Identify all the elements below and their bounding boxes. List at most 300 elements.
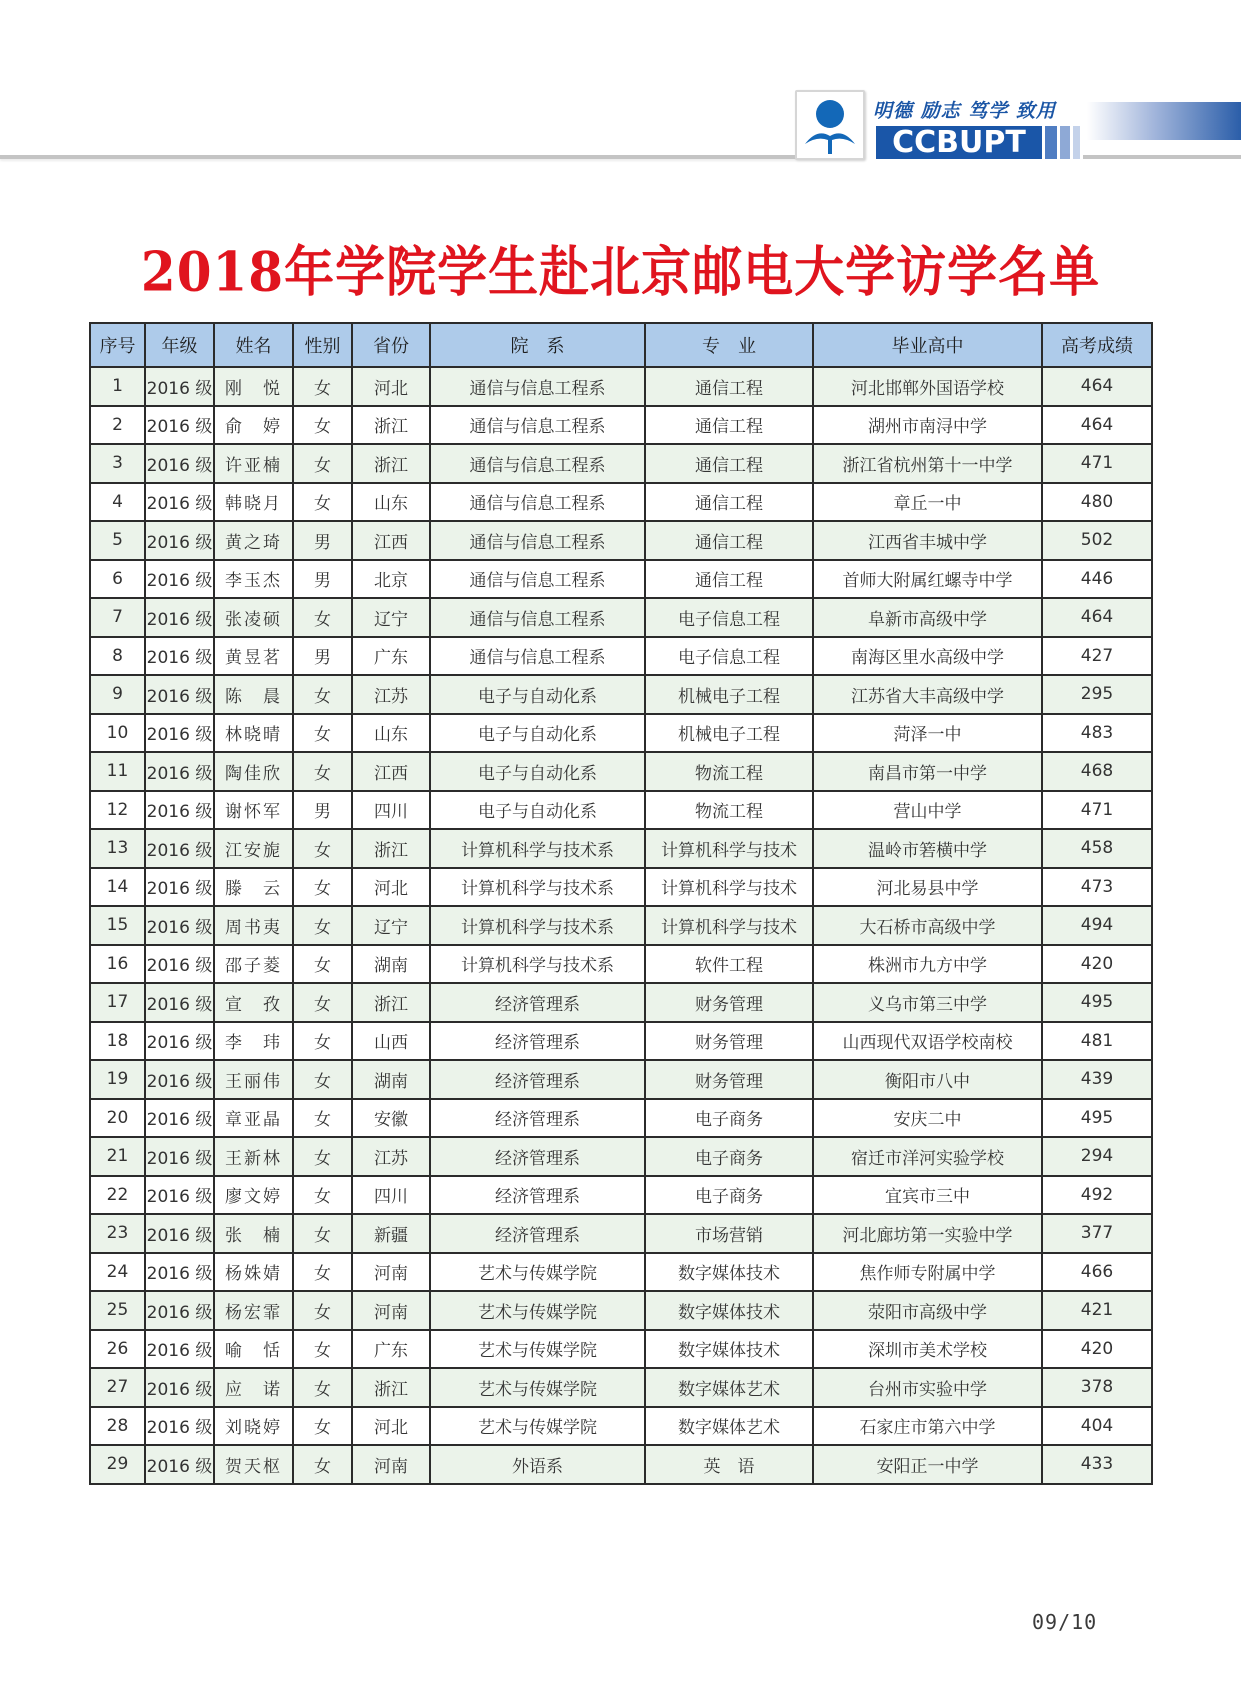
- column-header-high-school: 毕业高中: [813, 323, 1042, 367]
- cell-index: 6: [90, 560, 145, 599]
- cell-grade: 2016 级: [145, 1407, 214, 1446]
- cell-index: 13: [90, 829, 145, 868]
- cell-high-school: 宿迁市洋河实验学校: [813, 1137, 1042, 1176]
- cell-exam-score: 464: [1042, 598, 1152, 637]
- header-gradient-band: [1087, 102, 1241, 140]
- cell-department: 艺术与传媒学院: [430, 1253, 645, 1292]
- cell-major: 电子信息工程: [645, 598, 813, 637]
- cell-index: 8: [90, 637, 145, 676]
- cell-name: 王新林: [214, 1137, 293, 1176]
- cell-exam-score: 377: [1042, 1214, 1152, 1253]
- column-header-department: 院 系: [430, 323, 645, 367]
- cell-exam-score: 471: [1042, 444, 1152, 483]
- cell-high-school: 台州市实验中学: [813, 1368, 1042, 1407]
- cell-grade: 2016 级: [145, 444, 214, 483]
- cell-province: 河北: [352, 1407, 430, 1446]
- cell-major: 市场营销: [645, 1214, 813, 1253]
- cell-gender: 女: [293, 1060, 352, 1099]
- cell-department: 通信与信息工程系: [430, 483, 645, 522]
- cell-major: 数字媒体技术: [645, 1291, 813, 1330]
- cell-high-school: 阜新市高级中学: [813, 598, 1042, 637]
- table-row: [90, 1407, 1152, 1446]
- table-row: [90, 829, 1152, 868]
- cell-index: 11: [90, 752, 145, 791]
- cell-grade: 2016 级: [145, 1099, 214, 1138]
- cell-name: 李 玮: [214, 1022, 293, 1061]
- cell-province: 四川: [352, 1176, 430, 1215]
- cell-index: 29: [90, 1445, 145, 1484]
- cell-exam-score: 458: [1042, 829, 1152, 868]
- cell-province: 浙江: [352, 1368, 430, 1407]
- cell-name: 杨姝婧: [214, 1253, 293, 1292]
- cell-name: 陈 晨: [214, 675, 293, 714]
- cell-grade: 2016 级: [145, 1060, 214, 1099]
- cell-gender: 女: [293, 367, 352, 406]
- cell-high-school: 南昌市第一中学: [813, 752, 1042, 791]
- cell-department: 经济管理系: [430, 1214, 645, 1253]
- table-row: [90, 560, 1152, 599]
- cell-exam-score: 378: [1042, 1368, 1152, 1407]
- cell-department: 通信与信息工程系: [430, 367, 645, 406]
- column-header-exam-score: 高考成绩: [1042, 323, 1152, 367]
- cell-exam-score: 294: [1042, 1137, 1152, 1176]
- table-row: [90, 714, 1152, 753]
- cell-province: 浙江: [352, 406, 430, 445]
- cell-name: 许亚楠: [214, 444, 293, 483]
- cell-grade: 2016 级: [145, 906, 214, 945]
- cell-high-school: 江西省丰城中学: [813, 521, 1042, 560]
- cell-high-school: 温岭市箬横中学: [813, 829, 1042, 868]
- cell-grade: 2016 级: [145, 1291, 214, 1330]
- cell-department: 电子与自动化系: [430, 791, 645, 830]
- cell-name: 陶佳欣: [214, 752, 293, 791]
- cell-grade: 2016 级: [145, 367, 214, 406]
- cell-exam-score: 473: [1042, 868, 1152, 907]
- cell-gender: 女: [293, 1137, 352, 1176]
- table-row: [90, 791, 1152, 830]
- table-row: [90, 1176, 1152, 1215]
- table-row: [90, 675, 1152, 714]
- cell-department: 艺术与传媒学院: [430, 1330, 645, 1369]
- cell-major: 财务管理: [645, 1022, 813, 1061]
- wordmark-bar-1: [1045, 126, 1057, 159]
- cell-index: 25: [90, 1291, 145, 1330]
- cell-high-school: 宜宾市三中: [813, 1176, 1042, 1215]
- cell-grade: 2016 级: [145, 791, 214, 830]
- cell-index: 17: [90, 983, 145, 1022]
- cell-province: 江西: [352, 752, 430, 791]
- cell-exam-score: 502: [1042, 521, 1152, 560]
- cell-high-school: 株洲市九方中学: [813, 945, 1042, 984]
- cell-gender: 女: [293, 406, 352, 445]
- wordmark-bar-3: [1073, 126, 1080, 159]
- cell-exam-score: 471: [1042, 791, 1152, 830]
- cell-major: 数字媒体艺术: [645, 1368, 813, 1407]
- cell-grade: 2016 级: [145, 521, 214, 560]
- cell-province: 四川: [352, 791, 430, 830]
- cell-high-school: 衡阳市八中: [813, 1060, 1042, 1099]
- cell-major: 财务管理: [645, 983, 813, 1022]
- column-header-index: 序号: [90, 323, 145, 367]
- cell-province: 浙江: [352, 983, 430, 1022]
- cell-gender: 女: [293, 598, 352, 637]
- cell-index: 7: [90, 598, 145, 637]
- cell-province: 北京: [352, 560, 430, 599]
- cell-exam-score: 404: [1042, 1407, 1152, 1446]
- cell-name: 喻 恬: [214, 1330, 293, 1369]
- cell-high-school: 山西现代双语学校南校: [813, 1022, 1042, 1061]
- cell-name: 滕 云: [214, 868, 293, 907]
- cell-major: 通信工程: [645, 521, 813, 560]
- school-logo-icon: [795, 90, 865, 160]
- cell-gender: 女: [293, 1368, 352, 1407]
- cell-high-school: 首师大附属红螺寺中学: [813, 560, 1042, 599]
- cell-department: 艺术与传媒学院: [430, 1368, 645, 1407]
- column-header-gender: 性别: [293, 323, 352, 367]
- cell-grade: 2016 级: [145, 1176, 214, 1215]
- cell-grade: 2016 级: [145, 637, 214, 676]
- cell-department: 通信与信息工程系: [430, 637, 645, 676]
- cell-department: 通信与信息工程系: [430, 444, 645, 483]
- table-row: [90, 444, 1152, 483]
- cell-exam-score: 464: [1042, 367, 1152, 406]
- cell-index: 22: [90, 1176, 145, 1215]
- cell-department: 通信与信息工程系: [430, 598, 645, 637]
- cell-gender: 女: [293, 829, 352, 868]
- table-row: [90, 598, 1152, 637]
- cell-gender: 女: [293, 1176, 352, 1215]
- cell-name: 邵子菱: [214, 945, 293, 984]
- cell-index: 10: [90, 714, 145, 753]
- cell-department: 通信与信息工程系: [430, 521, 645, 560]
- cell-high-school: 河北廊坊第一实验中学: [813, 1214, 1042, 1253]
- cell-high-school: 江苏省大丰高级中学: [813, 675, 1042, 714]
- cell-department: 计算机科学与技术系: [430, 945, 645, 984]
- cell-department: 通信与信息工程系: [430, 406, 645, 445]
- wordmark-bar-2: [1060, 126, 1070, 159]
- cell-major: 英 语: [645, 1445, 813, 1484]
- cell-gender: 女: [293, 945, 352, 984]
- cell-major: 机械电子工程: [645, 675, 813, 714]
- cell-gender: 女: [293, 1253, 352, 1292]
- cell-department: 外语系: [430, 1445, 645, 1484]
- header-rule-left: [0, 155, 797, 159]
- cell-index: 21: [90, 1137, 145, 1176]
- header-rule-right: [1083, 155, 1241, 159]
- cell-major: 电子商务: [645, 1099, 813, 1138]
- cell-province: 浙江: [352, 829, 430, 868]
- cell-department: 经济管理系: [430, 1176, 645, 1215]
- cell-exam-score: 421: [1042, 1291, 1152, 1330]
- column-header-province: 省份: [352, 323, 430, 367]
- cell-grade: 2016 级: [145, 714, 214, 753]
- cell-index: 4: [90, 483, 145, 522]
- cell-major: 通信工程: [645, 444, 813, 483]
- cell-index: 18: [90, 1022, 145, 1061]
- cell-major: 电子商务: [645, 1176, 813, 1215]
- cell-index: 20: [90, 1099, 145, 1138]
- table-row: [90, 983, 1152, 1022]
- cell-gender: 女: [293, 1407, 352, 1446]
- cell-department: 艺术与传媒学院: [430, 1291, 645, 1330]
- cell-department: 计算机科学与技术系: [430, 906, 645, 945]
- cell-department: 经济管理系: [430, 1060, 645, 1099]
- table-row: [90, 483, 1152, 522]
- table-row: [90, 1368, 1152, 1407]
- cell-index: 9: [90, 675, 145, 714]
- cell-department: 电子与自动化系: [430, 752, 645, 791]
- cell-index: 1: [90, 367, 145, 406]
- cell-high-school: 荥阳市高级中学: [813, 1291, 1042, 1330]
- cell-department: 经济管理系: [430, 1099, 645, 1138]
- cell-name: 黄之琦: [214, 521, 293, 560]
- cell-gender: 女: [293, 868, 352, 907]
- cell-major: 数字媒体技术: [645, 1330, 813, 1369]
- table-row: [90, 406, 1152, 445]
- table-row: [90, 637, 1152, 676]
- cell-major: 计算机科学与技术: [645, 906, 813, 945]
- cell-exam-score: 295: [1042, 675, 1152, 714]
- cell-name: 杨宏霏: [214, 1291, 293, 1330]
- table-row: [90, 1253, 1152, 1292]
- cell-major: 软件工程: [645, 945, 813, 984]
- cell-department: 经济管理系: [430, 1022, 645, 1061]
- cell-province: 新疆: [352, 1214, 430, 1253]
- cell-major: 通信工程: [645, 560, 813, 599]
- table-row: [90, 1099, 1152, 1138]
- table-row: [90, 945, 1152, 984]
- cell-index: 23: [90, 1214, 145, 1253]
- cell-name: 章亚晶: [214, 1099, 293, 1138]
- cell-grade: 2016 级: [145, 1253, 214, 1292]
- cell-name: 林晓晴: [214, 714, 293, 753]
- cell-major: 电子商务: [645, 1137, 813, 1176]
- cell-gender: 女: [293, 483, 352, 522]
- cell-gender: 女: [293, 1214, 352, 1253]
- cell-province: 江苏: [352, 1137, 430, 1176]
- cell-high-school: 义乌市第三中学: [813, 983, 1042, 1022]
- table-row: [90, 1330, 1152, 1369]
- cell-major: 通信工程: [645, 367, 813, 406]
- cell-major: 财务管理: [645, 1060, 813, 1099]
- cell-high-school: 浙江省杭州第十一中学: [813, 444, 1042, 483]
- cell-name: 黄昱茗: [214, 637, 293, 676]
- cell-province: 辽宁: [352, 598, 430, 637]
- page-title: 2018年学院学生赴北京邮电大学访学名单: [140, 239, 1101, 304]
- cell-high-school: 安阳正一中学: [813, 1445, 1042, 1484]
- cell-index: 2: [90, 406, 145, 445]
- cell-major: 数字媒体艺术: [645, 1407, 813, 1446]
- cell-department: 通信与信息工程系: [430, 560, 645, 599]
- cell-major: 计算机科学与技术: [645, 868, 813, 907]
- cell-department: 计算机科学与技术系: [430, 868, 645, 907]
- cell-department: 电子与自动化系: [430, 675, 645, 714]
- cell-province: 河北: [352, 367, 430, 406]
- cell-gender: 女: [293, 714, 352, 753]
- cell-department: 艺术与传媒学院: [430, 1407, 645, 1446]
- cell-index: 24: [90, 1253, 145, 1292]
- cell-name: 刚 悦: [214, 367, 293, 406]
- cell-name: 李玉杰: [214, 560, 293, 599]
- cell-province: 广东: [352, 637, 430, 676]
- cell-exam-score: 464: [1042, 406, 1152, 445]
- cell-index: 19: [90, 1060, 145, 1099]
- cell-high-school: 菏泽一中: [813, 714, 1042, 753]
- cell-province: 河南: [352, 1445, 430, 1484]
- cell-grade: 2016 级: [145, 1137, 214, 1176]
- cell-name: 应 诺: [214, 1368, 293, 1407]
- cell-name: 贺天枢: [214, 1445, 293, 1484]
- cell-province: 山东: [352, 483, 430, 522]
- cell-grade: 2016 级: [145, 483, 214, 522]
- cell-index: 15: [90, 906, 145, 945]
- cell-grade: 2016 级: [145, 829, 214, 868]
- table-row: [90, 1137, 1152, 1176]
- cell-exam-score: 495: [1042, 983, 1152, 1022]
- cell-gender: 女: [293, 444, 352, 483]
- cell-major: 物流工程: [645, 752, 813, 791]
- cell-grade: 2016 级: [145, 868, 214, 907]
- cell-high-school: 河北邯郸外国语学校: [813, 367, 1042, 406]
- cell-name: 江安旎: [214, 829, 293, 868]
- table-row: [90, 868, 1152, 907]
- cell-grade: 2016 级: [145, 1330, 214, 1369]
- cell-grade: 2016 级: [145, 945, 214, 984]
- table-header-row: [90, 323, 1152, 367]
- cell-name: 俞 婷: [214, 406, 293, 445]
- cell-index: 16: [90, 945, 145, 984]
- cell-grade: 2016 级: [145, 983, 214, 1022]
- cell-gender: 男: [293, 560, 352, 599]
- cell-department: 经济管理系: [430, 983, 645, 1022]
- table-row: [90, 521, 1152, 560]
- cell-gender: 女: [293, 1445, 352, 1484]
- column-header-major: 专 业: [645, 323, 813, 367]
- cell-province: 河南: [352, 1291, 430, 1330]
- cell-exam-score: 427: [1042, 637, 1152, 676]
- cell-exam-score: 494: [1042, 906, 1152, 945]
- cell-high-school: 章丘一中: [813, 483, 1042, 522]
- cell-major: 通信工程: [645, 483, 813, 522]
- cell-province: 山西: [352, 1022, 430, 1061]
- cell-index: 5: [90, 521, 145, 560]
- cell-exam-score: 420: [1042, 945, 1152, 984]
- table-row: [90, 367, 1152, 406]
- cell-major: 物流工程: [645, 791, 813, 830]
- cell-gender: 女: [293, 1022, 352, 1061]
- cell-major: 电子信息工程: [645, 637, 813, 676]
- cell-province: 山东: [352, 714, 430, 753]
- cell-exam-score: 420: [1042, 1330, 1152, 1369]
- cell-gender: 男: [293, 791, 352, 830]
- cell-index: 27: [90, 1368, 145, 1407]
- cell-index: 3: [90, 444, 145, 483]
- cell-grade: 2016 级: [145, 1214, 214, 1253]
- cell-index: 26: [90, 1330, 145, 1369]
- student-roster-table: [89, 322, 1153, 1485]
- cell-name: 张凌硕: [214, 598, 293, 637]
- cell-gender: 女: [293, 752, 352, 791]
- cell-department: 经济管理系: [430, 1137, 645, 1176]
- table-row: [90, 1291, 1152, 1330]
- cell-exam-score: 481: [1042, 1022, 1152, 1061]
- cell-province: 河北: [352, 868, 430, 907]
- page-number: 09/10: [1032, 1610, 1098, 1634]
- cell-high-school: 南海区里水高级中学: [813, 637, 1042, 676]
- table-row: [90, 1445, 1152, 1484]
- table-row: [90, 752, 1152, 791]
- cell-high-school: 焦作师专附属中学: [813, 1253, 1042, 1292]
- column-header-name: 姓名: [214, 323, 293, 367]
- ccbupt-wordmark: CCBUPT: [876, 126, 1042, 159]
- cell-province: 湖南: [352, 945, 430, 984]
- cell-exam-score: 446: [1042, 560, 1152, 599]
- cell-index: 12: [90, 791, 145, 830]
- table-row: [90, 906, 1152, 945]
- cell-name: 王丽伟: [214, 1060, 293, 1099]
- cell-grade: 2016 级: [145, 1445, 214, 1484]
- cell-exam-score: 480: [1042, 483, 1152, 522]
- cell-major: 机械电子工程: [645, 714, 813, 753]
- cell-index: 28: [90, 1407, 145, 1446]
- cell-name: 张 楠: [214, 1214, 293, 1253]
- cell-gender: 女: [293, 906, 352, 945]
- table-row: [90, 1060, 1152, 1099]
- cell-grade: 2016 级: [145, 1022, 214, 1061]
- cell-grade: 2016 级: [145, 675, 214, 714]
- cell-gender: 女: [293, 675, 352, 714]
- cell-department: 计算机科学与技术系: [430, 829, 645, 868]
- cell-name: 周书夷: [214, 906, 293, 945]
- cell-major: 计算机科学与技术: [645, 829, 813, 868]
- cell-grade: 2016 级: [145, 1368, 214, 1407]
- cell-exam-score: 492: [1042, 1176, 1152, 1215]
- cell-high-school: 石家庄市第六中学: [813, 1407, 1042, 1446]
- cell-name: 谢怀军: [214, 791, 293, 830]
- school-motto: 明德 励志 笃学 致用: [873, 100, 1056, 122]
- cell-high-school: 营山中学: [813, 791, 1042, 830]
- cell-major: 数字媒体技术: [645, 1253, 813, 1292]
- cell-gender: 女: [293, 1330, 352, 1369]
- cell-high-school: 深圳市美术学校: [813, 1330, 1042, 1369]
- cell-gender: 女: [293, 1291, 352, 1330]
- table-row: [90, 1214, 1152, 1253]
- cell-exam-score: 468: [1042, 752, 1152, 791]
- cell-exam-score: 466: [1042, 1253, 1152, 1292]
- cell-name: 宣 孜: [214, 983, 293, 1022]
- cell-province: 浙江: [352, 444, 430, 483]
- cell-province: 江苏: [352, 675, 430, 714]
- cell-high-school: 河北易县中学: [813, 868, 1042, 907]
- cell-gender: 男: [293, 637, 352, 676]
- cell-province: 江西: [352, 521, 430, 560]
- cell-gender: 女: [293, 1099, 352, 1138]
- cell-exam-score: 483: [1042, 714, 1152, 753]
- cell-index: 14: [90, 868, 145, 907]
- cell-grade: 2016 级: [145, 560, 214, 599]
- table-row: [90, 1022, 1152, 1061]
- cell-exam-score: 439: [1042, 1060, 1152, 1099]
- cell-name: 刘晓婷: [214, 1407, 293, 1446]
- cell-grade: 2016 级: [145, 406, 214, 445]
- cell-high-school: 湖州市南浔中学: [813, 406, 1042, 445]
- cell-name: 韩晓月: [214, 483, 293, 522]
- cell-gender: 男: [293, 521, 352, 560]
- cell-department: 电子与自动化系: [430, 714, 645, 753]
- cell-grade: 2016 级: [145, 752, 214, 791]
- cell-name: 廖文婷: [214, 1176, 293, 1215]
- cell-exam-score: 495: [1042, 1099, 1152, 1138]
